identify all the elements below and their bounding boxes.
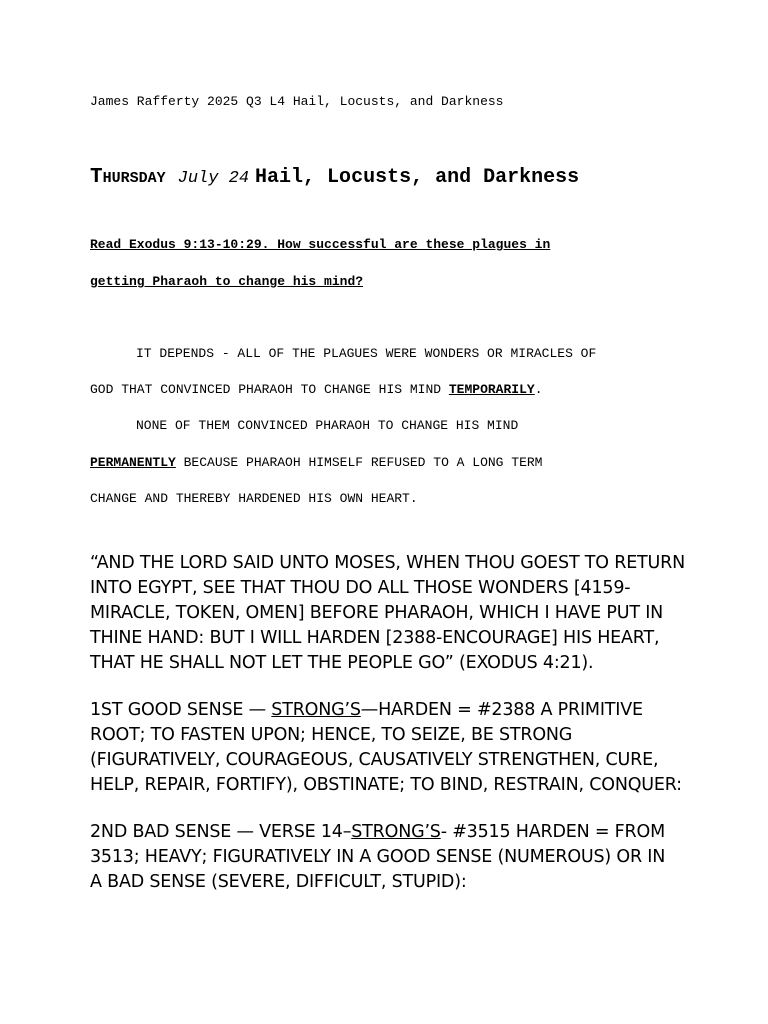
strongs-reference: STRONG’S: [271, 700, 361, 720]
definition-line: (FIGURATIVELY, COURAGEOUS, CAUSATIVELY STRENGTHEN, CURE,: [90, 750, 659, 770]
sense-label: 2ND BAD SENSE — VERSE 14–: [90, 822, 352, 842]
definition-line: [90, 820, 690, 845]
quote-line: MIRACLE, TOKEN, OMEN] BEFORE PHARAOH, WHICH I HAVE PUT IN: [90, 603, 664, 623]
answer-line-5: CHANGE AND THEREBY HARDENED HIS OWN HEART.: [90, 491, 418, 506]
answer-line-4: [90, 455, 543, 470]
definition-line: [90, 698, 690, 723]
question-line-2: getting Pharaoh to change his mind?: [90, 274, 364, 289]
definition-line: HELP, REPAIR, FORTIFY), OBSTINATE; TO BIND, RESTRAIN, CONQUER:: [90, 775, 682, 795]
title-text: Hail, Locusts, and Darkness: [255, 166, 580, 189]
definition-line: 3513; HEAVY; FIGURATIVELY IN A GOOD SENSE (NUMEROUS) OR IN: [90, 847, 666, 867]
bad-sense-definition: [90, 820, 690, 895]
answer-line-2: [90, 382, 543, 397]
answer-line-1: IT DEPENDS - ALL OF THE PLAGUES WERE WONDERS OR MIRACLES OF: [136, 346, 597, 361]
definition-line: A BAD SENSE (SEVERE, DIFFICULT, STUPID):: [90, 872, 467, 892]
quote-line: THAT HE SHALL NOT LET THE PEOPLE GO” (EXODUS 4:21).: [90, 653, 594, 673]
answer-line-2-end: .: [534, 382, 543, 397]
quote-line: INTO EGYPT, SEE THAT THOU DO ALL THOSE WONDERS [4159-: [90, 578, 631, 598]
answer-line-3: NONE OF THEM CONVINCED PHARAOH TO CHANGE HIS MIND: [136, 418, 519, 433]
scripture-quote: [90, 551, 690, 676]
answer-line-2-text: GOD THAT CONVINCED PHARAOH TO CHANGE HIS MIND: [90, 382, 449, 397]
emphasis-permanently: PERMANENTLY: [90, 455, 176, 470]
page-title: [90, 166, 579, 189]
definition-text: - #3515 HARDEN = FROM: [440, 822, 665, 842]
definition-line: ROOT; TO FASTEN UPON; HENCE, TO SEIZE, BE STRONG: [90, 725, 573, 745]
strongs-reference: STRONG’S: [351, 822, 441, 842]
good-sense-definition: [90, 698, 690, 798]
quote-line: “AND THE LORD SAID UNTO MOSES, WHEN THOU GOEST TO RETURN: [90, 553, 685, 573]
document-header: James Rafferty 2025 Q3 L4 Hail, Locusts, and Darkness: [90, 94, 504, 109]
definition-text: —HARDEN = #2388 A PRIMITIVE: [360, 700, 643, 720]
title-day: Thursday: [90, 166, 166, 189]
question-line-1: Read Exodus 9:13-10:29. How successful are these plagues in: [90, 237, 551, 252]
emphasis-temporarily: TEMPORARILY: [448, 382, 535, 397]
answer-line-4-text: BECAUSE PHARAOH HIMSELF REFUSED TO A LONG TERM: [175, 455, 543, 470]
sense-label: 1ST GOOD SENSE —: [90, 700, 272, 720]
title-date: July 24: [177, 169, 250, 188]
quote-line: THINE HAND: BUT I WILL HARDEN [2388-ENCOURAGE] HIS HEART,: [90, 628, 660, 648]
